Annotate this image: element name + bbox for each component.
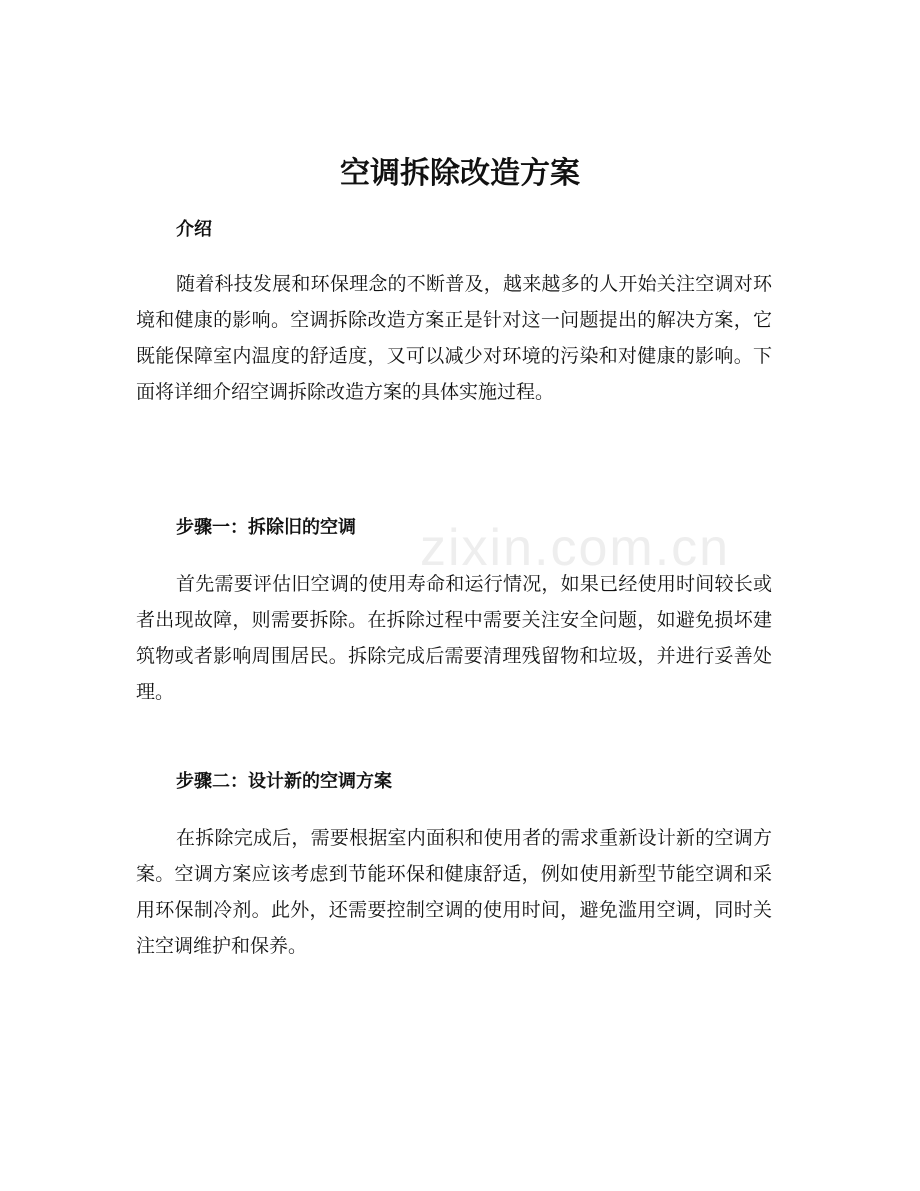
section-heading-intro: 介绍	[176, 219, 212, 240]
section-heading-step2: 步骤二：设计新的空调方案	[176, 771, 392, 792]
watermark: zixin.com.cn	[420, 519, 731, 577]
document-title: 空调拆除改造方案	[340, 156, 580, 191]
section-body-intro: 随着科技发展和环保理念的不断普及，越来越多的人开始关注空调对环境和健康的影响。空调拆除改造方案正是针对这一问题提出的解决方案，它既能保障室内温度的舒适度，又可以减少对环境的污染和对健康的影响。下面将详细介绍空调拆除改造方案的具体实施过程。	[136, 273, 772, 403]
section-body-step1: 首先需要评估旧空调的使用寿命和运行情况，如果已经使用时间较长或者出现故障，则需要拆除。在拆除过程中需要关注安全问题，如避免损坏建筑物或者影响周围居民。拆除完成后需要清理残留物和垃圾，并进行妥善处理。	[136, 573, 772, 703]
section-heading-step1: 步骤一：拆除旧的空调	[176, 517, 356, 538]
section-body-step2: 在拆除完成后，需要根据室内面积和使用者的需求重新设计新的空调方案。空调方案应该考虑到节能环保和健康舒适，例如使用新型节能空调和采用环保制冷剂。此外，还需要控制空调的使用时间，避免滥用空调，同时关注空调维护和保养。	[136, 827, 772, 957]
